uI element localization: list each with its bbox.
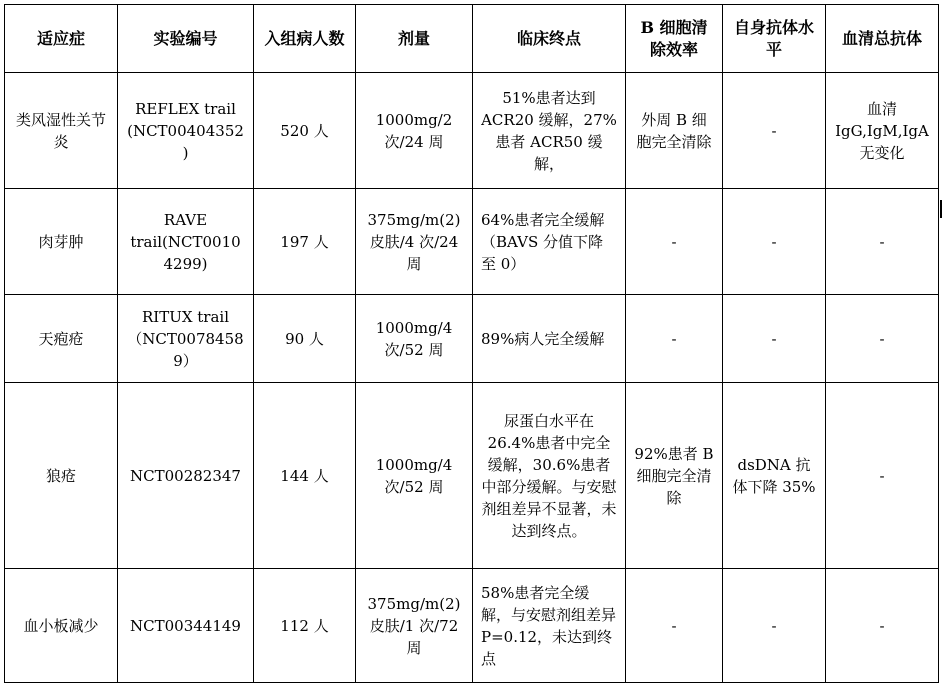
cell-enrolled: 197 人 (254, 189, 356, 295)
cell-serum-antibody: - (826, 189, 939, 295)
cell-autoantibody: - (723, 295, 826, 383)
cell-b-cell-clearance: 92%患者 B 细胞完全清除 (626, 383, 723, 569)
cell-b-cell-clearance: - (626, 189, 723, 295)
cell-endpoint: 51%患者达到 ACR20 缓解，27%患者 ACR50 缓解， (473, 73, 626, 189)
cell-dose: 375mg/m(2)皮肤/4 次/24 周 (356, 189, 473, 295)
cell-autoantibody: dsDNA 抗体下降 35% (723, 383, 826, 569)
cell-serum-antibody: - (826, 569, 939, 683)
cell-b-cell-clearance: 外周 B 细胞完全清除 (626, 73, 723, 189)
cell-serum-antibody: 血清 IgG,IgM,IgA 无变化 (826, 73, 939, 189)
cell-trial-id: NCT00282347 (118, 383, 254, 569)
cell-trial-id: NCT00344149 (118, 569, 254, 683)
table-row (5, 569, 939, 683)
cell-endpoint: 58%患者完全缓解，与安慰剂组差异 P=0.12，未达到终点 (473, 569, 626, 683)
cell-enrolled: 112 人 (254, 569, 356, 683)
cell-dose: 1000mg/4 次/52 周 (356, 383, 473, 569)
cell-indication: 类风湿性关节炎 (5, 73, 118, 189)
header-row (5, 5, 939, 73)
cell-enrolled: 90 人 (254, 295, 356, 383)
table-row (5, 383, 939, 569)
header-serum-antibody: 血清总抗体 (826, 5, 939, 73)
cell-trial-id: RITUX trail（NCT00784589） (118, 295, 254, 383)
header-endpoint: 临床终点 (473, 5, 626, 73)
cell-indication: 天疱疮 (5, 295, 118, 383)
cell-autoantibody: - (723, 569, 826, 683)
header-indication: 适应症 (5, 5, 118, 73)
cell-serum-antibody: - (826, 295, 939, 383)
clinical-trials-table (4, 4, 939, 683)
header-trial-id: 实验编号 (118, 5, 254, 73)
table-row (5, 189, 939, 295)
cell-indication: 血小板减少 (5, 569, 118, 683)
header-dose: 剂量 (356, 5, 473, 73)
cell-endpoint: 89%病人完全缓解 (473, 295, 626, 383)
cell-b-cell-clearance: - (626, 569, 723, 683)
header-b-cell-clearance: B 细胞清除效率 (626, 5, 723, 73)
header-enrolled: 入组病人数 (254, 5, 356, 73)
header-autoantibody: 自身抗体水平 (723, 5, 826, 73)
cell-dose: 1000mg/4 次/52 周 (356, 295, 473, 383)
cell-autoantibody: - (723, 189, 826, 295)
cell-indication: 狼疮 (5, 383, 118, 569)
cell-endpoint: 64%患者完全缓解（BAVS 分值下降至 0） (473, 189, 626, 295)
cell-indication: 肉芽肿 (5, 189, 118, 295)
table-row (5, 295, 939, 383)
cell-dose: 1000mg/2 次/24 周 (356, 73, 473, 189)
cell-autoantibody: - (723, 73, 826, 189)
cell-trial-id: REFLEX trail (NCT00404352) (118, 73, 254, 189)
cell-dose: 375mg/m(2)皮肤/1 次/72 周 (356, 569, 473, 683)
edge-mark (940, 200, 942, 218)
cell-endpoint: 尿蛋白水平在 26.4%患者中完全缓解，30.6%患者中部分缓解。与安慰剂组差异不显著，未达到终点。 (473, 383, 626, 569)
cell-trial-id: RAVE trail(NCT00104299) (118, 189, 254, 295)
cell-enrolled: 520 人 (254, 73, 356, 189)
table-row (5, 73, 939, 189)
cell-enrolled: 144 人 (254, 383, 356, 569)
cell-serum-antibody: - (826, 383, 939, 569)
cell-b-cell-clearance: - (626, 295, 723, 383)
